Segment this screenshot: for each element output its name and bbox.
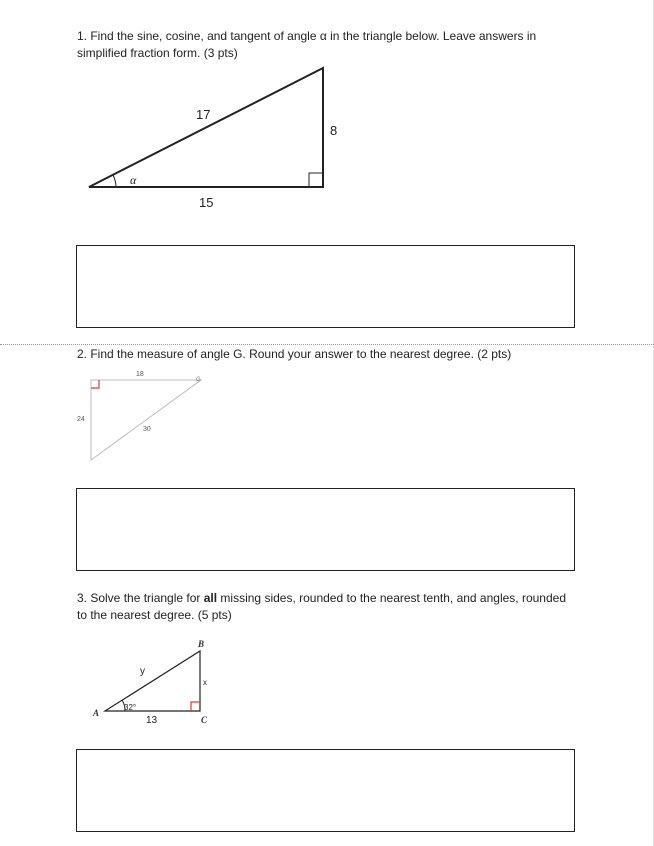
q2-right-angle-mark — [91, 380, 99, 388]
question-3-text — [77, 590, 577, 624]
q2-left-label: 24 — [77, 416, 85, 423]
q3-text-bold: all — [203, 591, 218, 605]
q2-top-label: 18 — [136, 371, 144, 378]
q3-triangle — [105, 651, 200, 711]
q3-vertex-b: B — [198, 639, 205, 649]
q2-vertex-label: G — [196, 377, 201, 383]
q1-right-angle-mark — [309, 173, 323, 187]
question-1-text: 1. Find the sine, cosine, and tangent of angle α in the triangle below. Leave answers in simplified fraction form. (3 pts) — [77, 29, 537, 60]
q2-answer-box[interactable] — [76, 488, 575, 571]
q1-answer-box[interactable] — [76, 245, 575, 328]
q3-triangle-figure — [85, 632, 225, 727]
q3-vertex-c: C — [201, 715, 208, 725]
q3-text-before: 3. Solve the triangle for — [77, 591, 204, 605]
q2-triangle-figure — [72, 365, 222, 470]
q3-right-angle-mark — [191, 702, 200, 711]
q1-angle-label: α — [130, 173, 137, 187]
q2-hyp-label: 30 — [143, 426, 151, 433]
q3-opp-label: x — [203, 678, 207, 687]
q3-adj-label: 13 — [146, 715, 158, 726]
q1-hyp-label: 17 — [196, 107, 211, 122]
q3-text-after: missing sides, rounded to the nearest tenth, and angles, rounded to the nearest degree. (5 pts) — [77, 591, 566, 622]
section-divider — [0, 344, 654, 345]
q1-triangle — [89, 68, 323, 187]
q3-vertex-a: A — [93, 708, 100, 718]
question-2-text: 2. Find the measure of angle G. Round your answer to the nearest degree. (2 pts) — [77, 347, 512, 361]
q3-hyp-label: y — [140, 666, 145, 677]
q1-triangle-figure — [80, 60, 350, 215]
q1-angle-arc — [113, 175, 116, 187]
q1-opp-label: 8 — [330, 123, 338, 138]
q2-triangle — [91, 380, 201, 460]
q1-adj-label: 15 — [199, 195, 214, 210]
q3-angle-label: 32° — [124, 703, 137, 712]
q3-answer-box[interactable] — [76, 749, 575, 832]
